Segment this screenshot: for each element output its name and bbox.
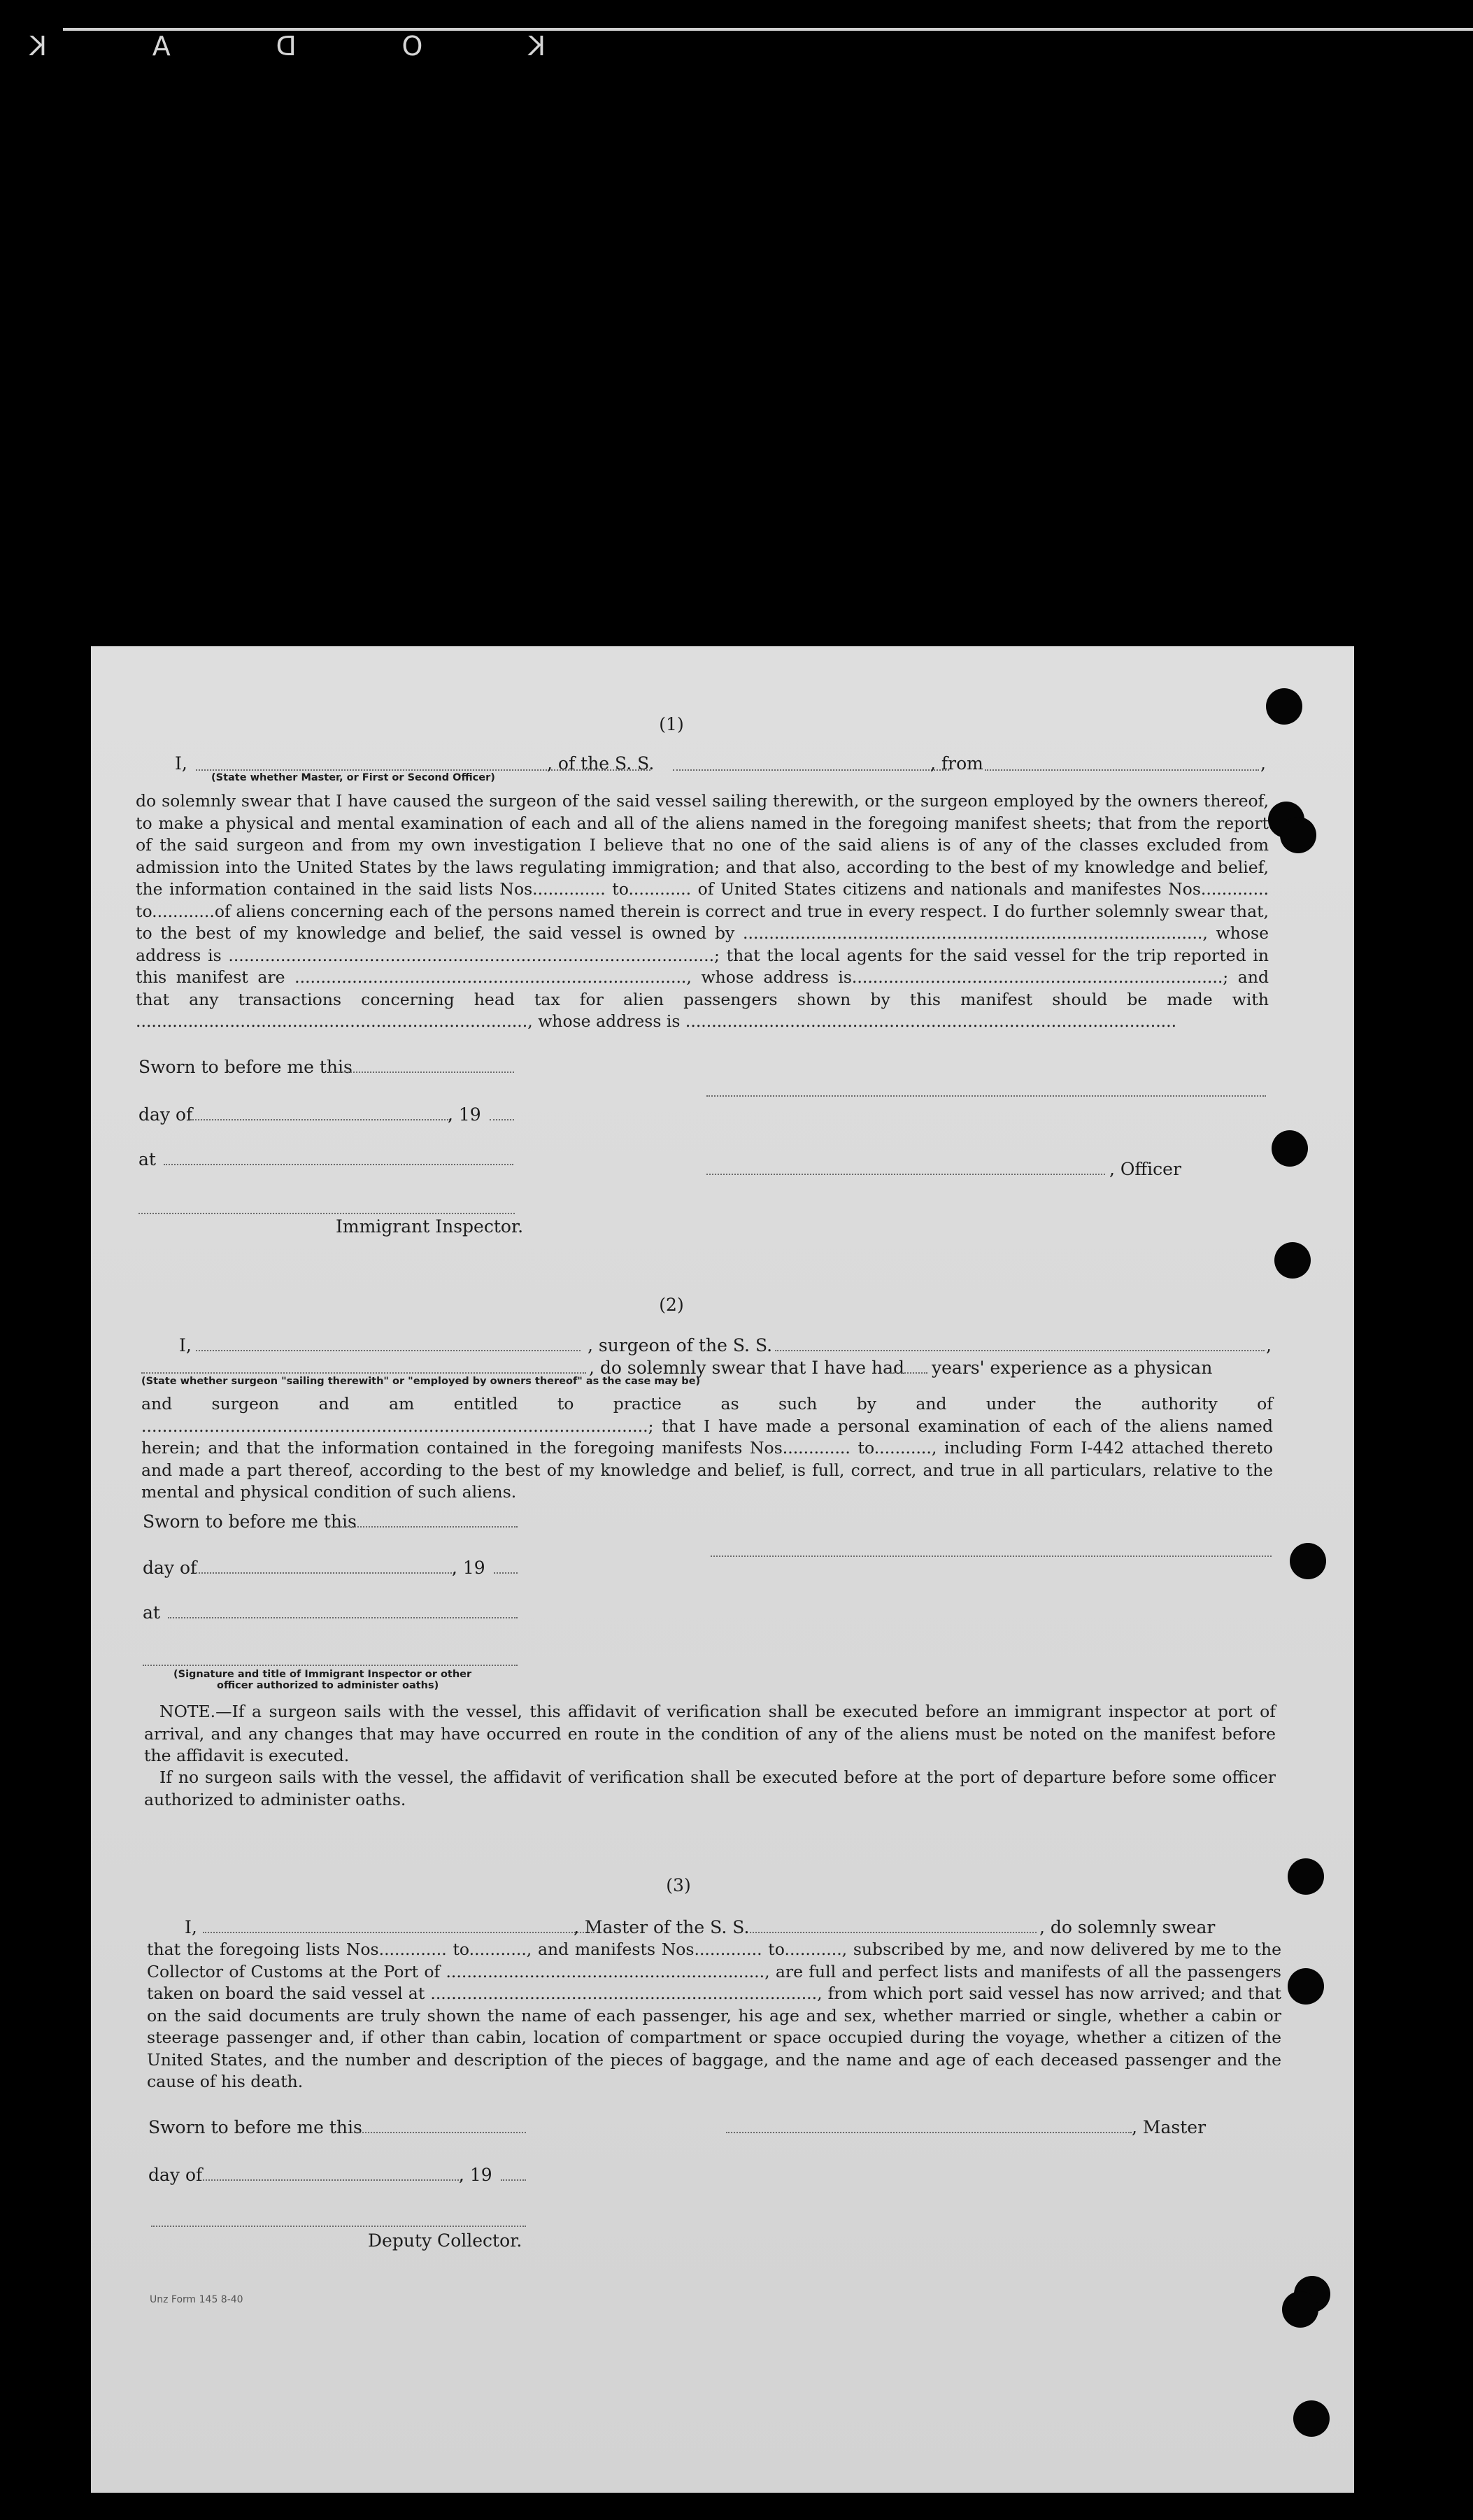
section-1-at-label: at (138, 1149, 156, 1169)
form-number: Unz Form 145 8-40 (150, 2294, 243, 2305)
section-2-sworn-label: Sworn to before me this (143, 1511, 357, 1532)
section-2-vessel-field[interactable] (775, 1350, 1265, 1351)
section-2-year-field[interactable] (494, 1572, 518, 1574)
punch-hole (1290, 1543, 1326, 1579)
kodak-letter: O (400, 31, 423, 62)
section-3-number: (3) (666, 1875, 691, 1895)
section-2-years-label: years' experience as a physican (932, 1358, 1213, 1378)
section-2-inspector-signature-field[interactable] (143, 1665, 518, 1666)
section-1-sworn-date-field[interactable] (329, 1072, 514, 1073)
section-3-vessel-field[interactable] (750, 1932, 1037, 1933)
signature-title-hint-line-2: officer authorized to administer oaths) (217, 1680, 439, 1691)
punch-hole (1282, 2291, 1318, 2328)
section-2-number: (2) (659, 1295, 684, 1315)
section-2-month-field[interactable] (196, 1572, 455, 1574)
note-no-surgeon: If no surgeon sails with the vessel, the affidavit of verification shall be executed before at the port of departure before some officer authorized to administer oaths. (144, 1767, 1276, 1809)
section-3-i: I, (185, 1917, 197, 1937)
kodak-letter: D (274, 31, 297, 62)
section-2-day-of-label: day of (143, 1558, 197, 1578)
punch-hole (1293, 2400, 1330, 2437)
section-3-sworn-date-field[interactable] (343, 2132, 526, 2133)
section-1-inspector-signature-field[interactable] (138, 1213, 515, 1214)
note-surgeon-sails: NOTE.—If a surgeon sails with the vessel, this affidavit of verification shall be executed before an immigrant inspector at port of arrival, and any changes that may have occurred en route in the condition of any of the aliens must be noted on the manifest before the affidavit is executed. (144, 1702, 1276, 1765)
section-1-master-signature-field[interactable] (706, 1095, 1266, 1097)
film-edge (0, 0, 1473, 63)
officer-title-hint: (State whether Master, or First or Second Officer) (211, 772, 495, 783)
kodak-film-marking (28, 31, 546, 62)
section-1-of-vessel: , of the S. S. (547, 753, 655, 774)
surgeon-status-field[interactable] (141, 1372, 586, 1374)
punch-hole (1272, 1130, 1308, 1167)
section-3-year-field[interactable] (501, 2179, 526, 2181)
section-1-i: I, (175, 753, 187, 774)
vessel-name-field[interactable] (673, 769, 949, 771)
section-2-swear: , do solemnly swear that I have had (589, 1358, 905, 1378)
section-3-master-signature-field[interactable] (726, 2132, 1132, 2133)
surgeon-name-field[interactable] (196, 1350, 581, 1351)
section-1-oath-text: do solemnly swear that I have caused the surgeon of the said vessel sailing therewith, or the surgeon employed by the owners thereof, to make a physical and mental examination of each and all of the aliens named in the foregoing manifest sheets; that from the report of the said surgeon and from my own investigation I believe that no one of the said aliens is of any of the classes excluded from admission into the United States by the laws regulating immigration; and that also, according to the best of my knowledge and belief, the information contained in the said lists Nos.............. to............ of United States citizens and nationals and manifestes Nos............. to............of aliens concerning each of the persons named therein is correct and true in every respect. I do further solemnly swear that, to the best of my knowledge and belief, the said vessel is owned by ........................................................................................, whose address is .............................................................................................; that the local agents for the said vessel for the trip reported in this manifest are ..........................................................................., whose address is.......................................................................; and that any transactions concerning head tax for alien passengers shown by this manifest should be made with ..........................................................................., whose address is .............................................................................................. (136, 791, 1269, 1031)
kodak-letter: K (527, 31, 546, 62)
signature-title-hint-line-1: (Signature and title of Immigrant Inspector or other (173, 1669, 472, 1680)
departure-port-field[interactable] (985, 769, 1259, 771)
section-3-collector-signature-field[interactable] (151, 2226, 526, 2227)
section-1-place-field[interactable] (164, 1164, 513, 1165)
section-2-surgeon-of: , surgeon of the S. S. (588, 1335, 773, 1355)
section-1-officer-field[interactable] (706, 1174, 1105, 1175)
section-2-place-field[interactable] (168, 1617, 518, 1618)
kodak-letter: A (150, 31, 171, 62)
section-3-year-label: , 19 (459, 2165, 492, 2185)
section-1-day-of-label: day of (138, 1104, 193, 1125)
section-1-year-field[interactable] (490, 1119, 514, 1120)
section-1-number: (1) (659, 714, 684, 734)
section-3-month-field[interactable] (203, 2179, 462, 2181)
kodak-letter: K (28, 31, 47, 62)
section-1-year-label: , 19 (448, 1104, 481, 1125)
section-2-at-label: at (143, 1602, 160, 1623)
section-3-day-of-label: day of (148, 2165, 203, 2185)
section-3-oath-text: that the foregoing lists Nos............. to..........., and manifests Nos............. to..........., subscribed by me, and now delivered by me to the Collector of Customs at the Port of ............................................................., are full and perfect lists and manifests of all the passengers taken on board the said vessel at .........................................................................., from which port said vessel has now arrived; and that on the said documents are truly shown the name of each passenger, his age and sex, whether married or single, whether a cabin or steerage passenger and, if other than cabin, location of compartment or space occupied during the voyage, whether a citizen of the United States, and the number and description of the pieces of baggage, and the name and age of each deceased passenger and the cause of his death. (147, 1939, 1281, 2091)
section-3-master-of: , Master of the S. S. (574, 1917, 750, 1937)
punch-hole (1266, 688, 1302, 725)
deputy-collector-title: Deputy Collector. (368, 2230, 522, 2251)
section-2-surgeon-signature-field[interactable] (711, 1556, 1272, 1557)
section-1-inspector-title: Immigrant Inspector. (336, 1216, 524, 1237)
section-3-master-label: , Master (1132, 2117, 1207, 2137)
section-1-month-field[interactable] (190, 1119, 450, 1120)
punch-hole (1288, 1968, 1324, 2005)
manifest-affidavit-page (91, 646, 1354, 2493)
punch-hole (1280, 817, 1316, 853)
section-2-year-label: , 19 (452, 1558, 485, 1578)
section-1-from: , from (930, 753, 983, 774)
punch-hole (1274, 1242, 1311, 1279)
punch-hole (1288, 1858, 1324, 1895)
section-2-sworn-date-field[interactable] (336, 1526, 518, 1528)
section-1-officer-label: , Officer (1109, 1159, 1181, 1179)
section-1-comma: , (1260, 753, 1266, 774)
years-experience-field[interactable] (885, 1372, 927, 1374)
section-2-comma: , (1266, 1335, 1272, 1355)
section-3-swear: , do solemnly swear (1039, 1917, 1216, 1937)
section-1-sworn-label: Sworn to before me this (138, 1057, 353, 1077)
section-2-i: I, (179, 1335, 192, 1355)
section-2-oath-text: and surgeon and am entitled to practice as such by and under the authority of .................................................................................................; that I have made a personal examination of each of the aliens named herein; and that the information contained in the foregoing manifests Nos............. to..........., including Form I-442 attached thereto and made a part thereof, according to the best of my knowledge and belief, is full, correct, and true in all particulars, relative to the mental and physical condition of such aliens. (141, 1394, 1273, 1502)
section-3-sworn-label: Sworn to before me this (148, 2117, 362, 2137)
master-name-field[interactable] (203, 1932, 595, 1933)
surgeon-status-hint: (State whether surgeon "sailing therewith" or "employed by owners thereof" as the case may be) (141, 1376, 701, 1387)
